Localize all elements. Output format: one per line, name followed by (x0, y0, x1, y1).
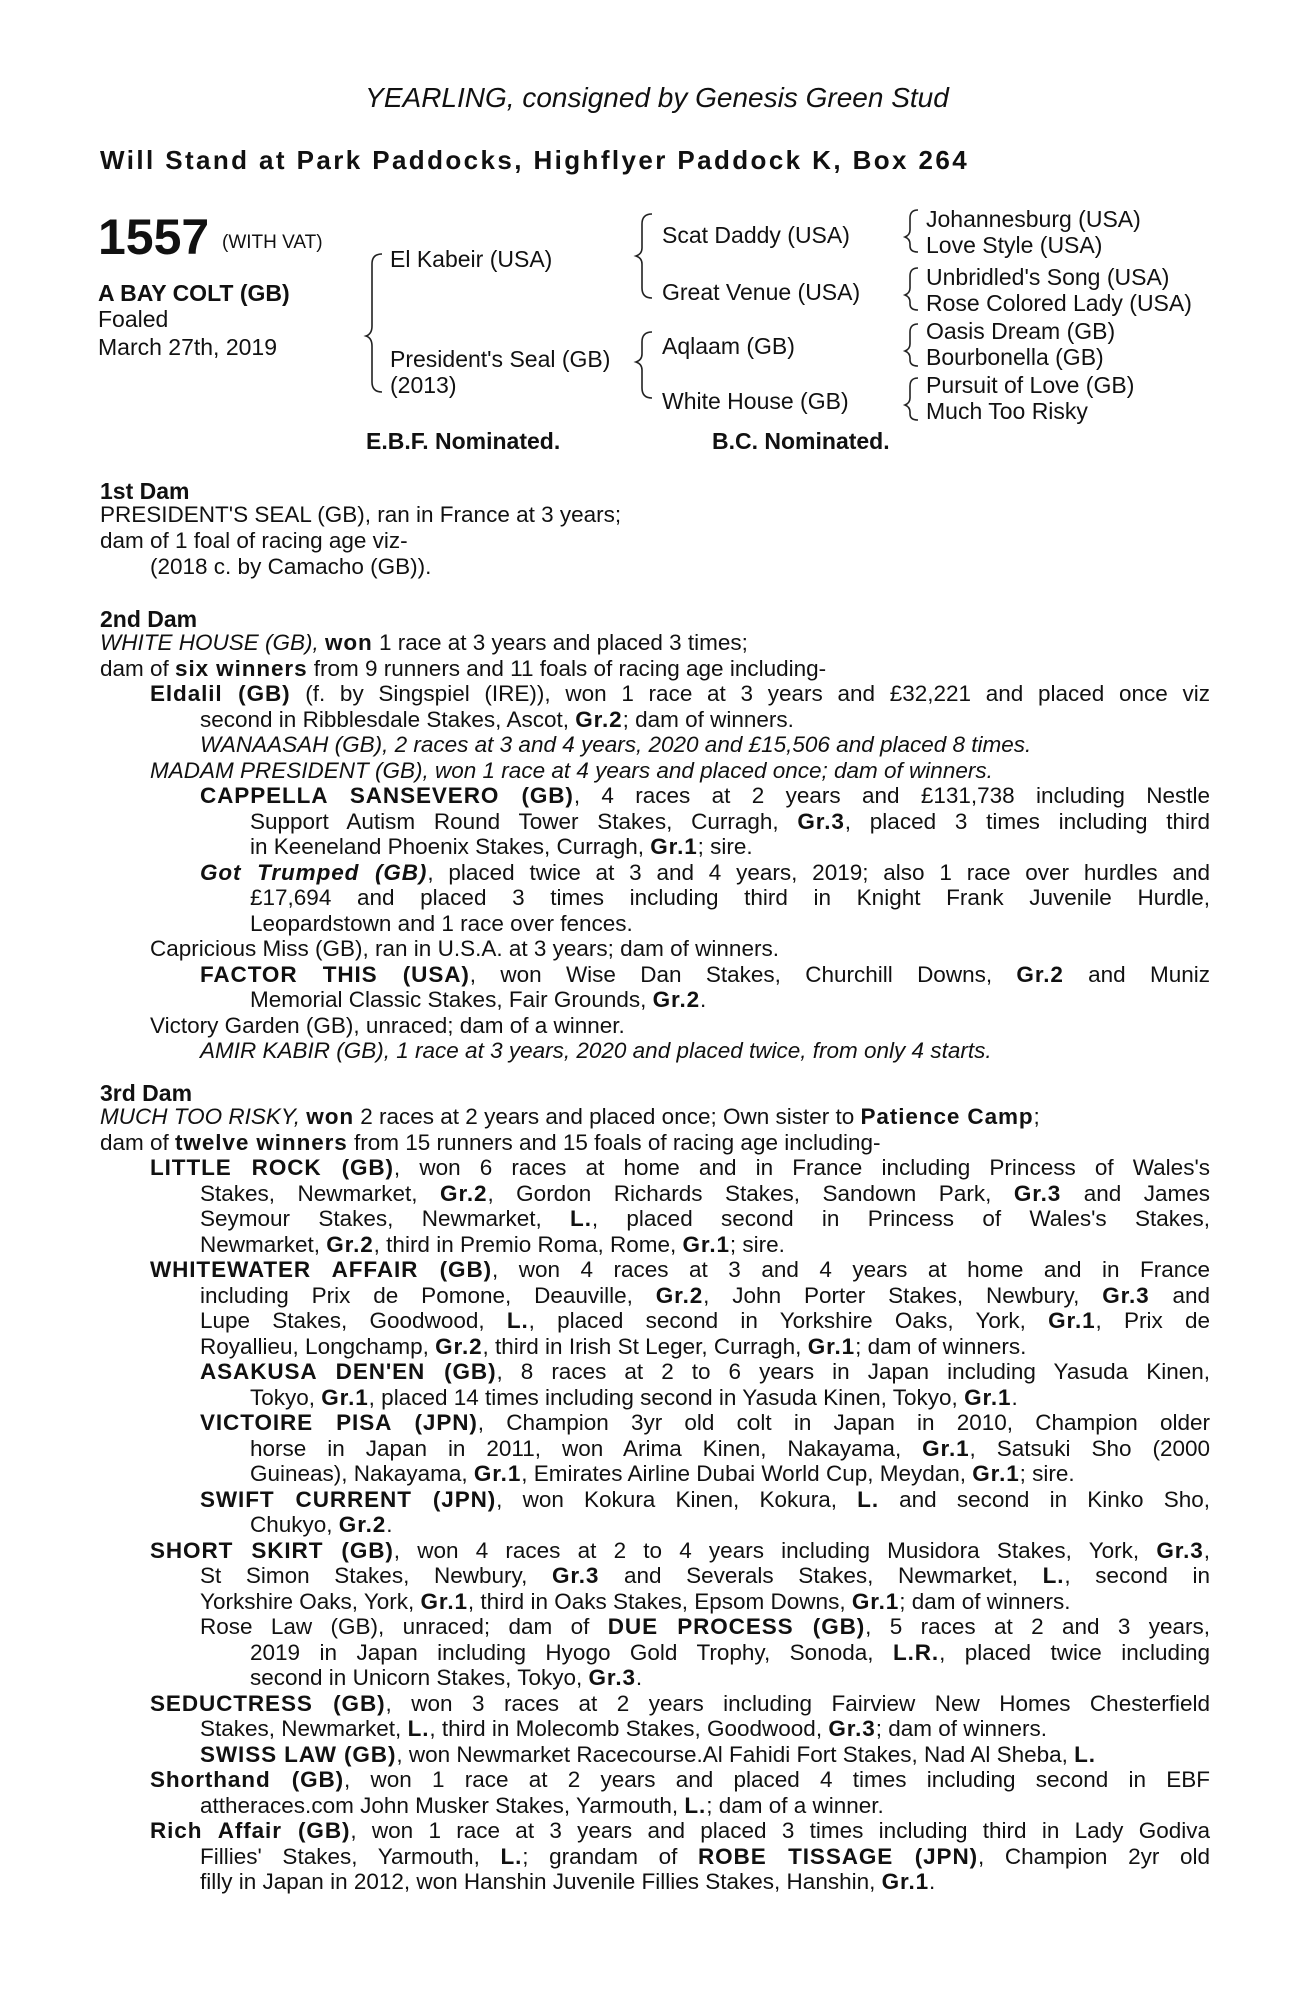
third-dam-line: Yorkshire Oaks, York, Gr.1, third in Oaks Stakes, Epsom Downs, Gr.1; dam of winners. (200, 1589, 1071, 1614)
second-dam-line: Capricious Miss (GB), ran in U.S.A. at 3 years; dam of winners. (150, 936, 779, 961)
third-dam-line: SHORT SKIRT (GB), won 4 races at 2 to 4 years including Musidora Stakes, York, Gr.3, (150, 1538, 1210, 1563)
second-dam-line: £17,694 and placed 3 times including third in Knight Frank Juvenile Hurdle, (250, 885, 1210, 910)
third-dam-line: Rich Affair (GB), won 1 race at 3 years and placed 3 times including third in Lady Godiva (150, 1818, 1210, 1843)
first-dam-line: (2018 c. by Camacho (GB)). (150, 554, 432, 579)
second-dam-line: WHITE HOUSE (GB), won 1 race at 3 years and placed 3 times; (100, 630, 748, 655)
pedigree-sire-dam: Great Venue (USA) (662, 279, 861, 305)
consignment-subtitle: YEARLING, consigned by Genesis Green Stud (365, 82, 949, 113)
vat-note: (WITH VAT) (222, 232, 323, 253)
lot-description: A BAY COLT (GB) (98, 280, 290, 306)
first-dam-heading: 1st Dam (100, 478, 190, 504)
pedigree-ggp: Johannesburg (USA) (926, 206, 1141, 232)
third-dam-line: SWISS LAW (GB), won Newmarket Racecourse.Al Fahidi Fort Stakes, Nad Al Sheba, L. (200, 1742, 1096, 1767)
third-dam-line: attheraces.com John Musker Stakes, Yarmouth, L.; dam of a winner. (200, 1793, 884, 1818)
pedigree-dam: President's Seal (GB) (390, 346, 611, 372)
first-dam-line: dam of 1 foal of racing age viz- (100, 528, 408, 553)
second-dam-heading: 2nd Dam (100, 606, 198, 632)
third-dam-line: dam of twelve winners from 15 runners and 15 foals of racing age including- (100, 1130, 881, 1155)
bracket-ggp-2 (905, 268, 918, 310)
third-dam-line: including Prix de Pomone, Deauville, Gr.2, John Porter Stakes, Newbury, Gr.3 and (200, 1283, 1211, 1308)
second-dam-line: Eldalil (GB) (f. by Singspiel (IRE)), won 1 race at 3 years and £32,221 and placed once viz (150, 681, 1210, 706)
bracket-dam-dam (636, 332, 652, 398)
second-dam-line: in Keeneland Phoenix Stakes, Curragh, Gr.1; sire. (250, 834, 753, 859)
pedigree-dam-year: (2013) (390, 372, 457, 398)
third-dam-line: MUCH TOO RISKY, won 2 races at 2 years and placed once; Own sister to Patience Camp; (100, 1104, 1040, 1129)
bracket-ggp-3 (905, 324, 918, 366)
third-dam-line: St Simon Stakes, Newbury, Gr.3 and Severals Stakes, Newmarket, L., second in (200, 1563, 1210, 1588)
pedigree-ggp: Love Style (USA) (926, 232, 1103, 258)
second-dam-line: MADAM PRESIDENT (GB), won 1 race at 4 years and placed once; dam of winners. (150, 758, 993, 783)
second-dam-line: second in Ribblesdale Stakes, Ascot, Gr.2; dam of winners. (200, 707, 794, 732)
pedigree-sire-sire: Scat Daddy (USA) (662, 222, 850, 248)
third-dam-line: Seymour Stakes, Newmarket, L., placed second in Princess of Wales's Stakes, (200, 1206, 1210, 1231)
pedigree-ggp: Unbridled's Song (USA) (926, 264, 1170, 290)
third-dam-line: Tokyo, Gr.1, placed 14 times including second in Yasuda Kinen, Tokyo, Gr.1. (250, 1385, 1018, 1410)
third-dam-line: horse in Japan in 2011, won Arima Kinen, Nakayama, Gr.1, Satsuki Sho (2000 (250, 1436, 1211, 1461)
first-dam-line: PRESIDENT'S SEAL (GB), ran in France at 3 years; (100, 502, 622, 527)
bracket-sire-sire (636, 214, 652, 298)
bracket-ggp-1 (905, 210, 918, 252)
stand-location: Will Stand at Park Paddocks, Highflyer Paddock K, Box 264 (100, 145, 970, 175)
pedigree-ggp: Pursuit of Love (GB) (926, 372, 1135, 398)
second-dam-line: WANAASAH (GB), 2 races at 3 and 4 years, 2020 and £15,506 and placed 8 times. (200, 732, 1032, 757)
pedigree-ggp: Rose Colored Lady (USA) (926, 290, 1192, 316)
bracket-ggp-4 (905, 378, 918, 420)
third-dam-line: VICTOIRE PISA (JPN), Champion 3yr old colt in Japan in 2010, Champion older (200, 1410, 1211, 1435)
foaled-date: March 27th, 2019 (98, 334, 278, 360)
third-dam-line: Royallieu, Longchamp, Gr.2, third in Irish St Leger, Curragh, Gr.1; dam of winners. (200, 1334, 1027, 1359)
third-dam-line: Newmarket, Gr.2, third in Premio Roma, Rome, Gr.1; sire. (200, 1232, 785, 1257)
third-dam-heading: 3rd Dam (100, 1080, 193, 1106)
third-dam-line: 2019 in Japan including Hyogo Gold Trophy, Sonoda, L.R., placed twice including (250, 1640, 1211, 1665)
third-dam-line: Fillies' Stakes, Yarmouth, L.; grandam of ROBE TISSAGE (JPN), Champion 2yr old (200, 1844, 1210, 1869)
lot-number: 1557 (98, 209, 210, 265)
bc-nomination: B.C. Nominated. (712, 428, 890, 454)
third-dam-line: Rose Law (GB), unraced; dam of DUE PROCESS (GB), 5 races at 2 and 3 years, (200, 1614, 1210, 1639)
second-dam-line: Victory Garden (GB), unraced; dam of a winner. (150, 1013, 625, 1038)
third-dam-line: WHITEWATER AFFAIR (GB), won 4 races at 3 and 4 years at home and in France (150, 1257, 1210, 1282)
foaled-label: Foaled (98, 306, 169, 332)
ebf-nomination: E.B.F. Nominated. (366, 428, 561, 454)
second-dam-line: Support Autism Round Tower Stakes, Curragh, Gr.3, placed 3 times including third (250, 809, 1210, 834)
third-dam-line: Stakes, Newmarket, L., third in Molecomb Stakes, Goodwood, Gr.3; dam of winners. (200, 1716, 1048, 1741)
third-dam-line: Lupe Stakes, Goodwood, L., placed second in Yorkshire Oaks, York, Gr.1, Prix de (200, 1308, 1210, 1333)
pedigree-sire: El Kabeir (USA) (390, 246, 553, 272)
second-dam-line: CAPPELLA SANSEVERO (GB), 4 races at 2 years and £131,738 including Nestle (200, 783, 1210, 808)
third-dam-line: filly in Japan in 2012, won Hanshin Juvenile Fillies Stakes, Hanshin, Gr.1. (200, 1869, 936, 1894)
third-dam-line: ASAKUSA DEN'EN (GB), 8 races at 2 to 6 years in Japan including Yasuda Kinen, (200, 1359, 1211, 1384)
third-dam-line: Stakes, Newmarket, Gr.2, Gordon Richards Stakes, Sandown Park, Gr.3 and James (200, 1181, 1211, 1206)
third-dam-line: LITTLE ROCK (GB), won 6 races at home and in France including Princess of Wales's (150, 1155, 1210, 1180)
second-dam-line: FACTOR THIS (USA), won Wise Dan Stakes, Churchill Downs, Gr.2 and Muniz (200, 962, 1211, 987)
pedigree-ggp: Bourbonella (GB) (926, 344, 1104, 370)
third-dam-line: SWIFT CURRENT (JPN), won Kokura Kinen, Kokura, L. and second in Kinko Sho, (200, 1487, 1210, 1512)
third-dam-line: Guineas), Nakayama, Gr.1, Emirates Airline Dubai World Cup, Meydan, Gr.1; sire. (250, 1461, 1075, 1486)
second-dam-line: Got Trumped (GB), placed twice at 3 and 4 years, 2019; also 1 race over hurdles and (200, 860, 1210, 885)
third-dam-line: Chukyo, Gr.2. (250, 1512, 393, 1537)
third-dam-line: second in Unicorn Stakes, Tokyo, Gr.3. (250, 1665, 643, 1690)
second-dam-line: dam of six winners from 9 runners and 11 foals of racing age including- (100, 656, 827, 681)
pedigree-dam-sire: Aqlaam (GB) (662, 333, 795, 359)
pedigree-dam-dam: White House (GB) (662, 388, 849, 414)
pedigree-ggp: Much Too Risky (926, 398, 1088, 424)
bracket-sire-line (366, 254, 382, 392)
second-dam-line: Memorial Classic Stakes, Fair Grounds, Gr.2. (250, 987, 707, 1012)
third-dam-line: SEDUCTRESS (GB), won 3 races at 2 years including Fairview New Homes Chesterfield (150, 1691, 1210, 1716)
second-dam-line: AMIR KABIR (GB), 1 race at 3 years, 2020 and placed twice, from only 4 starts. (200, 1038, 992, 1063)
third-dam-line: Shorthand (GB), won 1 race at 2 years and placed 4 times including second in EBF (150, 1767, 1210, 1792)
pedigree-ggp: Oasis Dream (GB) (926, 318, 1116, 344)
second-dam-line: Leopardstown and 1 race over fences. (250, 911, 633, 936)
